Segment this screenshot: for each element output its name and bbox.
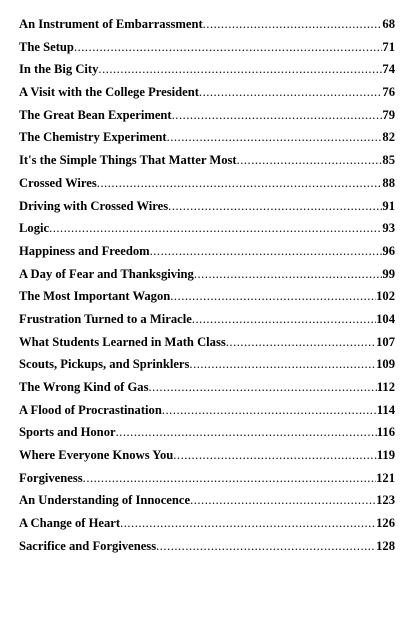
toc-entry-title: The Great Bean Experiment (19, 107, 172, 122)
toc-entry-page: 82 (382, 130, 395, 145)
dot-leader (49, 221, 382, 236)
toc-entry-page: 109 (376, 357, 395, 372)
toc-entry-title: Scouts, Pickups, and Sprinklers (19, 357, 190, 372)
toc-entry (19, 289, 395, 312)
toc-entry-title: Where Everyone Knows You (19, 448, 174, 463)
dot-leader (172, 108, 383, 123)
dot-leader (150, 244, 383, 259)
toc-entry-page: 126 (376, 516, 395, 531)
toc-entry-title: A Flood of Procrastination (19, 402, 162, 417)
toc-entry-page: 116 (376, 425, 395, 440)
toc-entry (19, 448, 395, 471)
toc-entry-page: 71 (382, 39, 395, 54)
toc-entry (19, 221, 395, 244)
dot-leader (74, 40, 382, 55)
toc-entry-title: An Understanding of Innocence (19, 493, 191, 508)
toc-entry-page: 88 (382, 175, 395, 190)
toc-entry-title: Happiness and Freedom (19, 243, 150, 258)
dot-leader (203, 17, 383, 32)
dot-leader (190, 493, 376, 508)
toc-entry (19, 176, 395, 199)
dot-leader (170, 289, 376, 304)
dot-leader (83, 471, 376, 486)
toc-entry-page: 104 (376, 311, 395, 326)
toc-entry-title: Logic (19, 221, 50, 236)
toc-entry (19, 493, 395, 516)
toc-entry-page: 102 (376, 289, 395, 304)
toc-entry (19, 85, 395, 108)
dot-leader (156, 539, 376, 554)
toc-entry (19, 312, 395, 335)
dot-leader (162, 403, 377, 418)
toc-entry-page: 121 (376, 470, 395, 485)
toc-entry-page: 99 (382, 266, 395, 281)
toc-entry-title: Sports and Honor (19, 425, 116, 440)
toc-entry (19, 62, 395, 85)
toc-entry-title: In the Big City (19, 62, 99, 77)
toc-entry-title: The Wrong Kind of Gas (19, 380, 149, 394)
toc-entry-title: It's the Simple Things That Matter Most (19, 153, 237, 168)
toc-entry (19, 130, 395, 153)
toc-entry-title: The Chemistry Experiment (19, 130, 167, 145)
toc-entry-page: 114 (376, 402, 395, 417)
toc-entry (19, 153, 395, 176)
dot-leader (167, 130, 383, 145)
toc-entry-page: 79 (382, 107, 395, 122)
dot-leader (168, 199, 382, 214)
dot-leader (194, 267, 383, 282)
toc-entry-page: 123 (376, 493, 395, 508)
toc-entry (19, 357, 395, 380)
toc-entry (19, 108, 395, 131)
dot-leader (189, 357, 376, 372)
toc-entry (19, 380, 395, 403)
toc-entry (19, 403, 395, 426)
toc-entry-page: 68 (382, 17, 395, 31)
toc-entry-title: A Day of Fear and Thanksgiving (19, 266, 194, 281)
toc-entry-page: 93 (382, 221, 395, 236)
toc-entry-title: The Setup (19, 39, 74, 54)
table-of-contents (19, 17, 395, 562)
toc-entry-title: A Visit with the College President (19, 85, 199, 100)
dot-leader (192, 312, 376, 327)
toc-entry (19, 539, 395, 562)
toc-entry-page: 96 (382, 243, 395, 258)
dot-leader (237, 153, 383, 168)
toc-entry (19, 335, 395, 358)
toc-entry-page: 74 (382, 62, 395, 77)
toc-entry-title: Sacrifice and Forgiveness (19, 538, 157, 553)
toc-entry-title: Frustration Turned to a Miracle (19, 311, 192, 326)
toc-entry (19, 471, 395, 494)
toc-entry (19, 40, 395, 63)
toc-entry-title: The Most Important Wagon (19, 289, 171, 304)
toc-entry-page: 119 (376, 448, 395, 463)
toc-entry (19, 425, 395, 448)
toc-entry (19, 199, 395, 222)
dot-leader (97, 176, 383, 191)
toc-entry (19, 244, 395, 267)
toc-entry-title: Crossed Wires (19, 175, 97, 190)
toc-entry-title: An Instrument of Embarrassment (19, 17, 203, 31)
toc-entry-page: 107 (376, 334, 395, 349)
toc-entry-page: 85 (382, 153, 395, 168)
toc-entry-page: 91 (382, 198, 395, 213)
dot-leader (173, 448, 377, 463)
toc-entry (19, 17, 395, 40)
dot-leader (148, 380, 376, 395)
toc-entry-title: A Change of Heart (19, 516, 121, 531)
toc-entry-title: What Students Learned in Math Class (19, 334, 226, 349)
dot-leader (226, 335, 376, 350)
toc-entry-title: Driving with Crossed Wires (19, 198, 169, 213)
toc-entry-page: 128 (376, 538, 395, 553)
toc-entry-page: 76 (382, 85, 395, 100)
toc-entry-title: Forgiveness (19, 470, 83, 485)
toc-entry-page: 112 (376, 380, 395, 394)
dot-leader (116, 425, 377, 440)
dot-leader (199, 85, 382, 100)
toc-entry (19, 516, 395, 539)
toc-entry (19, 267, 395, 290)
dot-leader (98, 62, 382, 77)
dot-leader (120, 516, 376, 531)
